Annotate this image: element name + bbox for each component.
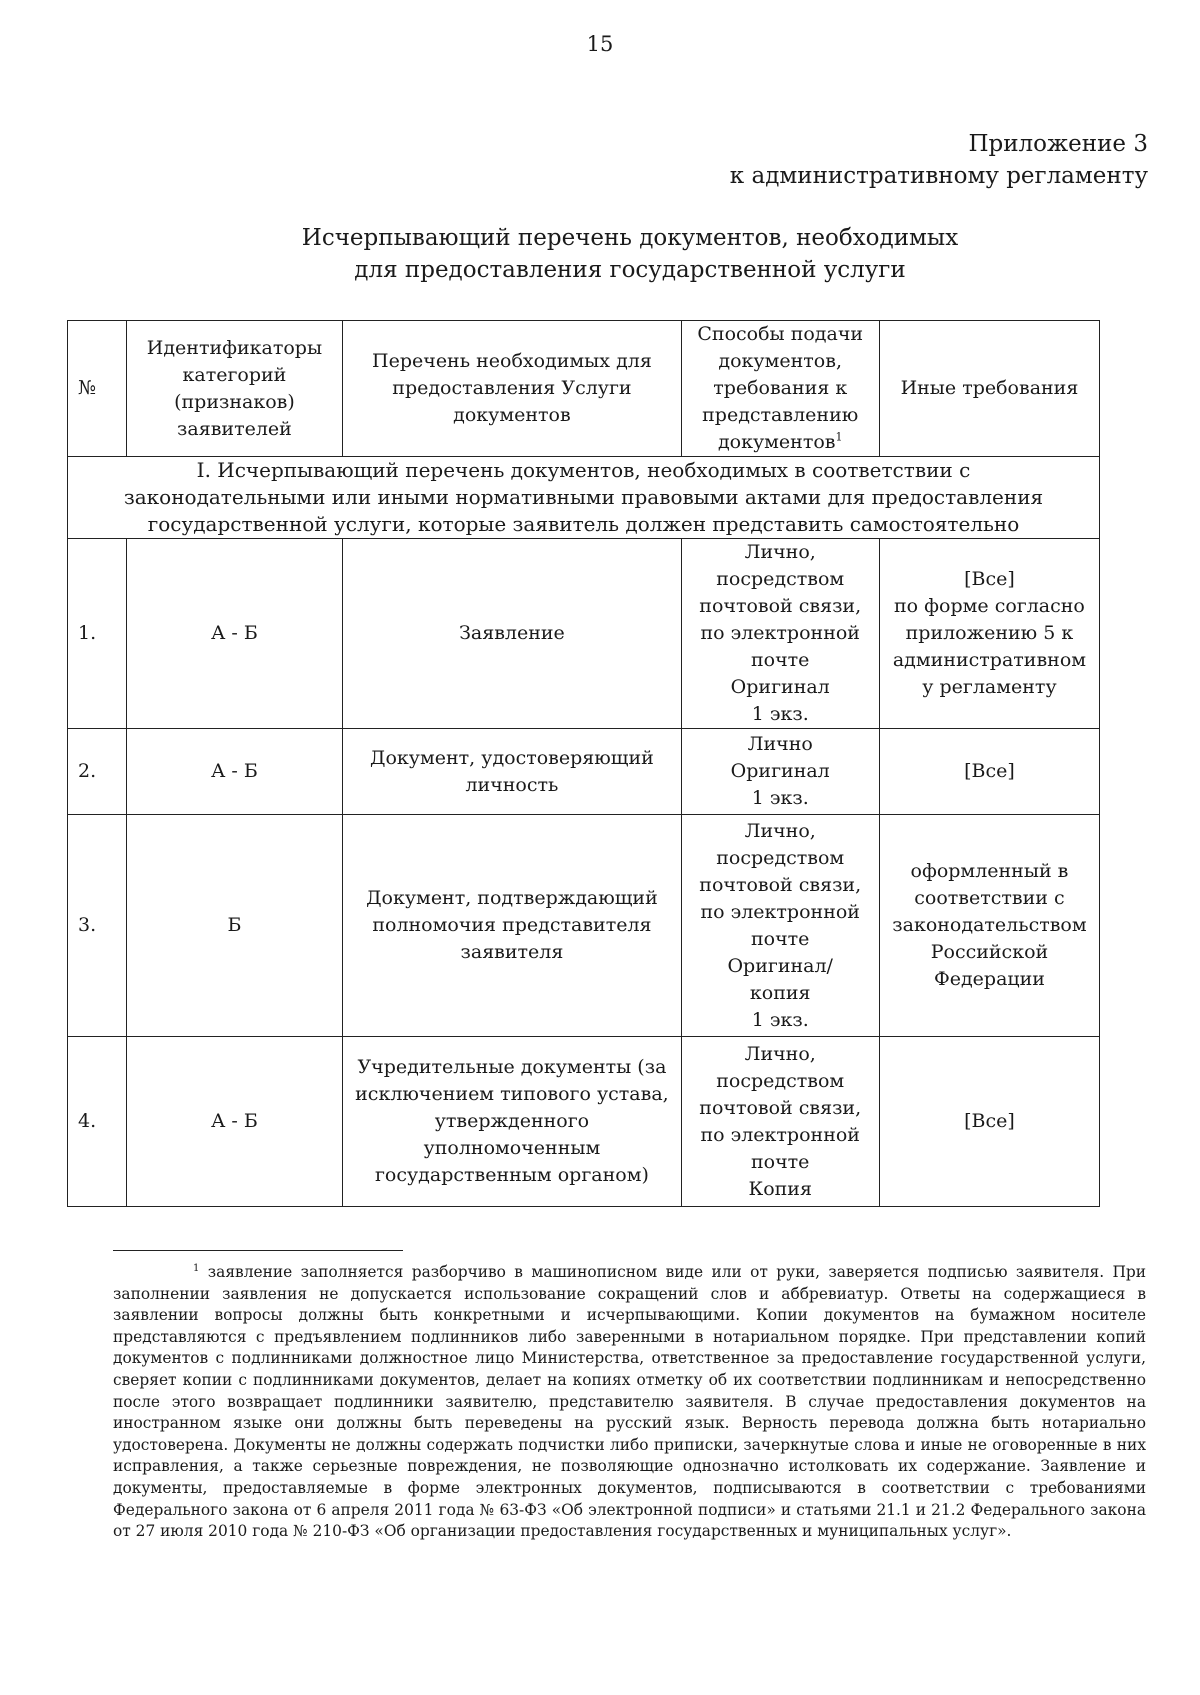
appendix-header xyxy=(730,128,1148,192)
row-number: 4. xyxy=(68,1037,127,1207)
cell-line: 1 экз. xyxy=(751,1008,809,1031)
row-method xyxy=(681,815,879,1037)
header-methods-text: Способы подачи документов, требования к представлению документов xyxy=(697,323,864,453)
row-document: Заявление xyxy=(343,539,681,729)
row-document: Учредительные документы (за исключением типового устава, утвержденного уполномоченным государственным органом) xyxy=(343,1037,681,1207)
cell-line: Копия xyxy=(748,1177,812,1200)
cell-line: соответствии с xyxy=(914,887,1065,909)
row-number: 1. xyxy=(68,539,127,729)
cell-line: посредством xyxy=(716,846,845,869)
footnote-mark: 1 xyxy=(193,1262,200,1274)
cell-line: у регламенту xyxy=(922,676,1057,698)
row-identifier: А - Б xyxy=(126,729,343,815)
footnote-reference: 1 xyxy=(835,430,843,444)
row-document: Документ, подтверждающий полномочия представителя заявителя xyxy=(343,815,681,1037)
cell-line: Оригинал/ xyxy=(727,954,833,977)
cell-line: Лично, xyxy=(744,819,816,842)
cell-line: посредством xyxy=(716,568,845,590)
header-other-requirements: Иные требования xyxy=(879,321,1099,457)
table-row xyxy=(68,539,1100,729)
document-title-line-2: для предоставления государственной услуги xyxy=(354,257,906,283)
row-other xyxy=(879,729,1099,815)
cell-line: Лично xyxy=(747,733,813,755)
cell-line: по электронной xyxy=(700,1123,860,1146)
cell-line: Российской xyxy=(930,941,1049,963)
cell-line: Оригинал xyxy=(730,760,830,782)
cell-line: Лично, xyxy=(744,1042,816,1065)
table-row xyxy=(68,815,1100,1037)
cell-line: 1 экз. xyxy=(751,703,809,725)
footnote-divider xyxy=(113,1250,403,1251)
header-documents: Перечень необходимых для предоставления Услуги документов xyxy=(343,321,681,457)
table-row xyxy=(68,729,1100,815)
row-other xyxy=(879,815,1099,1037)
row-document: Документ, удостоверяющий личность xyxy=(343,729,681,815)
row-identifier: А - Б xyxy=(126,1037,343,1207)
cell-line: почте xyxy=(751,927,810,950)
cell-line: оформленный в xyxy=(910,860,1069,882)
documents-table xyxy=(67,320,1100,1207)
cell-line: копия xyxy=(749,981,811,1004)
cell-line: по форме согласно xyxy=(894,595,1085,617)
cell-line: Оригинал xyxy=(730,676,830,698)
row-number: 3. xyxy=(68,815,127,1037)
cell-line: по электронной xyxy=(700,622,860,644)
document-title xyxy=(0,222,1200,286)
cell-line: приложению 5 к xyxy=(905,622,1074,644)
section-row xyxy=(68,457,1100,539)
footnote xyxy=(113,1262,1146,1543)
cell-line: почтовой связи, xyxy=(699,873,862,896)
table-row xyxy=(68,1037,1100,1207)
cell-line: почте xyxy=(751,1150,810,1173)
appendix-line-1: Приложение 3 xyxy=(968,131,1148,157)
cell-line: Федерации xyxy=(933,968,1045,990)
cell-line: по электронной xyxy=(700,900,860,923)
row-number: 2. xyxy=(68,729,127,815)
header-identifiers: Идентификаторы категорий (признаков) заявителей xyxy=(126,321,343,457)
cell-line: законодательством xyxy=(892,914,1087,936)
header-methods xyxy=(681,321,879,457)
document-title-line-1: Исчерпывающий перечень документов, необходимых xyxy=(301,225,959,251)
cell-line: [Все] xyxy=(964,760,1015,782)
cell-line: почтовой связи, xyxy=(699,1096,862,1119)
row-method xyxy=(681,729,879,815)
row-method xyxy=(681,1037,879,1207)
header-number: № xyxy=(68,321,127,457)
row-other xyxy=(879,539,1099,729)
cell-line: почте xyxy=(751,649,810,671)
cell-line: Лично, xyxy=(744,541,816,563)
table-header-row xyxy=(68,321,1100,457)
cell-line: 1 экз. xyxy=(751,787,809,809)
cell-line: [Все] xyxy=(964,568,1015,590)
appendix-line-2: к административному регламенту xyxy=(729,163,1148,189)
cell-line: [Все] xyxy=(964,1110,1015,1132)
row-identifier: Б xyxy=(126,815,343,1037)
footnote-text: заявление заполняется разборчиво в машинописном виде или от руки, заверяется подписью заявителя. При заполнении заявления не допускается использование сокращений слов и аббревиатур. Ответы на содержащиеся в заявлении вопросы должны быть конкретными и исчерпывающими. Копии документов на бумажном носителе представляются с предъявлением подлинников либо заверенными в нотариальном порядке. При представлении копий документов с подлинниками должностное лицо Министерства, ответственное за предоставление государственной услуги, сверяет копии с подлинниками документов, делает на копиях отметку об их соответствии подлинникам и непосредственно после этого возвращает подлинники заявителю, представителю заявителя. В случае предоставления документов на иностранном языке они должны быть переведены на русский язык. Верность перевода должна быть нотариально удостоверена. Документы не должны содержать подчистки либо приписки, зачеркнутые слова и иные не оговоренные в них исправления, а также серьезные повреждения, не позволяющие однозначно истолковать их содержание. Заявление и документы, предоставляемые в форме электронных документов, подписываются в соответствии с требованиями Федерального закона от 6 апреля 2011 года № 63-ФЗ «Об электронной подписи» и статьями 21.1 и 21.2 Федерального закона от 27 июля 2010 года № 210-ФЗ «Об организации предоставления государственных и муниципальных услуг». xyxy=(113,1263,1146,1541)
row-method xyxy=(681,539,879,729)
cell-line: почтовой связи, xyxy=(699,595,862,617)
row-other xyxy=(879,1037,1099,1207)
cell-line: административном xyxy=(892,649,1087,671)
row-identifier: А - Б xyxy=(126,539,343,729)
page-number: 15 xyxy=(586,32,614,56)
cell-line: посредством xyxy=(716,1069,845,1092)
section-title: I. Исчерпывающий перечень документов, необходимых в соответствии с законодательными или иными нормативными правовыми актами для предоставления государственной услуги, которые заявитель должен представить самостоятельно xyxy=(68,457,1100,539)
